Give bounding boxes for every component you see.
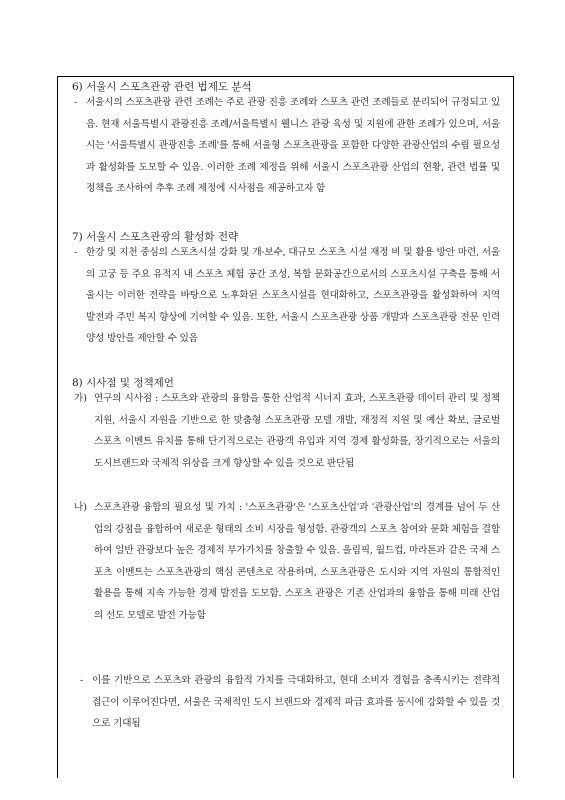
item-b-paragraph: 스포츠관광 융합의 필요성 및 가치 : '스포츠관광'은 '스포츠산업'과 '관광산업'의 경계를 넘어 두 산업의 강점을 융합하여 새로운 형태의 소비 시장을 형성함. 관광객의 스포츠 참여와 문화 체험을 결합하여 일반 관광보다 높은 경제적 부가가치를 창출할 수 있음. 올림픽, 월드컵, 마라톤과 같은 국제 스포츠 이벤트는 스포츠관광의 핵심 콘텐츠로 작용하며, 스포츠관광은 도시와 지역 자원의 통합적인 활용을 통해 지속 가능한 경제 발전을 도모함. 스포츠 관광은 기존 산업과의 융합을 통해 미래 산업의 선도 모델로 발전 가능함 — [94, 502, 500, 621]
section-7-bullet: - — [74, 247, 78, 258]
closing-paragraph: 이를 기반으로 스포츠와 관광의 융합적 가치를 극대화하고, 현대 소비자 경험을 충족시키는 전략적 접근이 이루어진다면, 서울은 국제적인 도시 브랜드와 경제적 파급 효과를 동시에 강화할 수 있을 것으로 기대됨 — [92, 675, 500, 729]
section-6-paragraph: 서울시의 스포츠관광 관련 조례는 주로 관광 진흥 조례와 스포츠 관련 조례들로 분리되어 규정되고 있음. 현재 서울특별시 관광진흥 조례/서울특별시 웰니스 관광 육성 및 지원에 관한 조례가 있으며, 서울시는 '서울특별시 관광진흥 조례'를 통해 서울형 스포츠관광을 포함한 다양한 관광산업의 수립 필요성과 활성화를 도모할 수 있음. 이러한 조례 제정을 위해 서울시 스포츠관광 산업의 현황, 관련 법률 및 정책을 조사하여 추후 조례 제정에 시사점을 제공하고자 함 — [86, 97, 500, 194]
section-6-heading: 6) 서울시 스포츠관광 관련 법제도 분석 — [72, 81, 252, 93]
section-7-heading: 7) 서울시 스포츠관광의 활성화 전략 — [72, 231, 239, 243]
section-8-heading: 8) 시사점 및 정책제언 — [72, 377, 174, 389]
item-b-marker: 나) — [74, 502, 88, 513]
section-7-paragraph: 한강 및 지천 중심의 스포츠시설 강화 및 개·보수, 대규모 스포츠 시설 재정 비 및 활용 방안 마련, 서울의 고궁 등 주요 유적지 내 스포츠 체험 공간 조성, 복합 문화공간으로서의 스포츠시설 구축을 통해 서울시는 이러한 전략을 바탕으로 노후화된 스포츠시설을 현대화하고, 스포츠관광을 활성화하여 지역 발전과 주민 복지 향상에 기여할 수 있음. 또한, 서울시 스포츠관광 상품 개발과 스포츠관광 전문 인력 양성 방안을 제안할 수 있음 — [86, 247, 500, 344]
item-a-marker: 가) — [74, 393, 88, 404]
closing-bullet: - — [80, 675, 84, 686]
section-6-bullet: - — [74, 97, 78, 108]
item-a-paragraph: 연구의 시사점 : 스포츠와 관광의 융합을 통한 산업적 시너지 효과, 스포츠관광 데이터 관리 및 정책 지원, 서울시 자원을 기반으로 한 맞춤형 스포츠관광 모델 개발, 재정적 지원 및 예산 확보, 글로벌 스포츠 이벤트 유치를 통해 단기적으로는 관광객 유입과 지역 경제 활성화를, 장기적으로는 서울의 도시브랜드와 국제적 위상을 크게 향상할 수 있을 것으로 판단됨 — [94, 393, 500, 469]
